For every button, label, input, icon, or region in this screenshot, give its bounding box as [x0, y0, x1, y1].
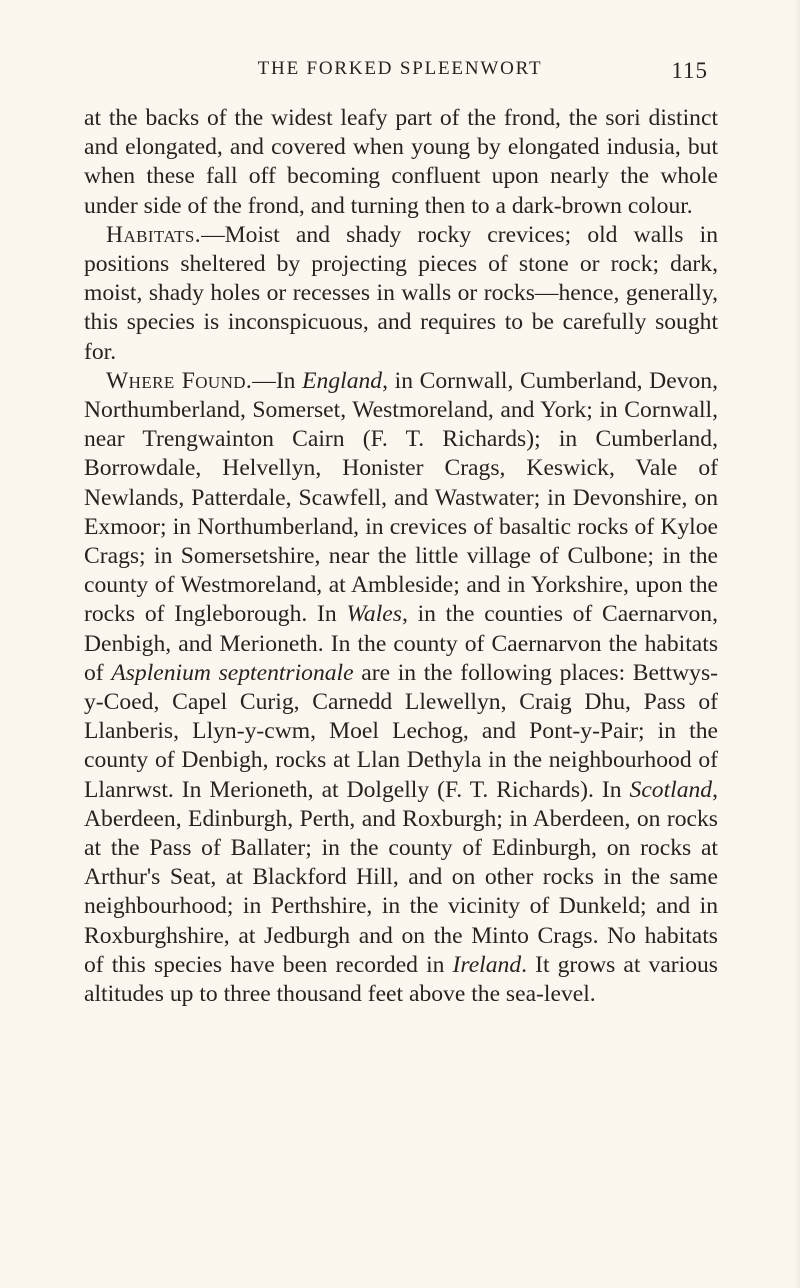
paragraph-description: [84, 104, 718, 221]
habitats-heading: Habitats.: [106, 221, 202, 248]
where-found-text-b: , in Cornwall, Cumberland, Devon, Northumberland, Somerset, Westmoreland, and York; in Cornwall, near Trengwainton Cairn (F. T. Richards); in Cumberland, Borrowdale, Helvellyn, Honister Crags, Keswick, Vale of Newlands, Patterdale, Scawfell, and Wastwater; in Devonshire, on Exmoor; in Northumberland, in crevices of basaltic rocks of Kyloe Crags; in Somersetshire, near the little village of Culbone; in the county of Westmoreland, at Ambleside; and in Yorkshire, upon the rocks of Ingleborough. In: [84, 367, 718, 628]
where-found-text-d: are in the following places: Bettwys-y-Coed, Capel Curig, Carnedd Llewellyn, Craig Dhu, Pass of Llanberis, Llyn-y-cwm, Moel Lechog, and Pont-y-Pair; in the county of Denbigh, rocks at Llan Dethyla in the neighbourhood of Llanrwst. In Merioneth, at Dolgelly (F. T. Richards). In: [84, 659, 718, 803]
page-edge-shadow: [794, 0, 800, 1288]
running-title: THE FORKED SPLEENWORT: [257, 58, 543, 79]
england-label: England: [302, 367, 383, 394]
wales-label: Wales: [346, 601, 402, 628]
description-text: at the backs of the widest leafy part of the frond, the sori distinct and elongated, and covered when young by elongated indusia, but when these fall off becoming confluent upon nearly the whole under side of the frond, and turning then to a dark-brown colour.: [84, 105, 718, 219]
running-head: [0, 58, 800, 88]
scotland-label: Scotland: [629, 776, 713, 803]
ireland-label: Ireland: [452, 951, 522, 978]
where-found-text-a: —In: [252, 367, 303, 394]
species-name: Asplenium septentrionale: [111, 659, 354, 686]
where-found-heading: Where Found.: [106, 367, 253, 394]
where-found-text-f: . It grows at various altitudes up to three thousand feet above the sea-level.: [84, 951, 718, 1008]
body-text: [84, 104, 718, 1009]
habitats-text: —Moist and shady rocky crevices; old walls in positions sheltered by projecting pieces of stone or rock; dark, moist, shady holes or recesses in walls or rocks—hence, generally, this species is inconspicuous, and requires to be carefully sought for.: [84, 221, 718, 365]
where-found-text-e: , Aberdeen, Edinburgh, Perth, and Roxburgh; in Aberdeen, on rocks at the Pass of Ballater; in the county of Edinburgh, on rocks at Arthur's Seat, at Blackford Hill, and on other rocks in the same neighbourhood; in Perthshire, in the vicinity of Dunkeld; and in Roxburghshire, at Jedburgh and on the Minto Crags. No habitats of this species have been recorded in: [84, 776, 718, 978]
paragraph-where-found: [84, 367, 718, 1009]
page-number: 115: [671, 58, 708, 83]
where-found-text-c: , in the counties of Caernarvon, Denbigh, and Merioneth. In the county of Caernarvon the habitats of: [84, 601, 718, 686]
paragraph-habitats: [84, 221, 718, 367]
